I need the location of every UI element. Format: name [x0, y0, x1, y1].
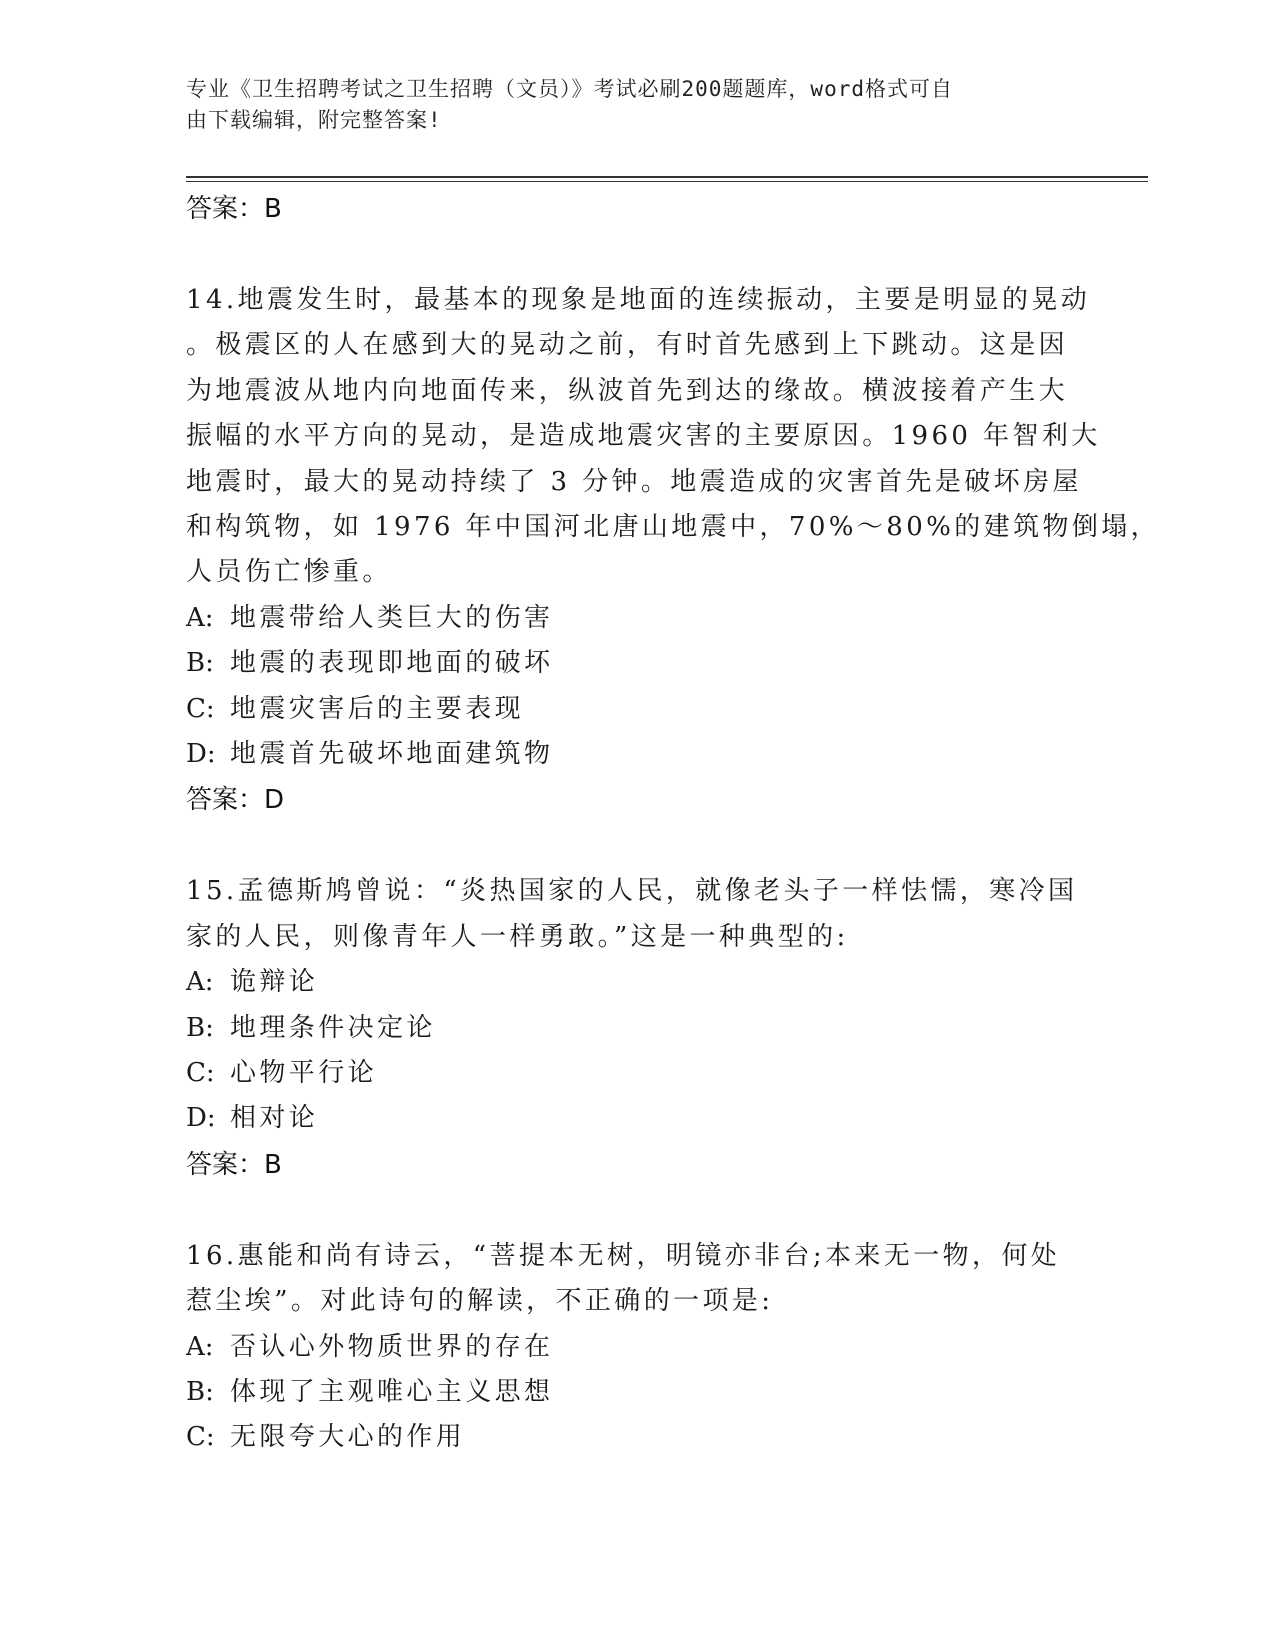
option-key: D: — [186, 1103, 216, 1134]
stem-line: 。极震区的人在感到大的晃动之前，有时首先感到上下跳动。这是因 — [186, 330, 1069, 361]
stem-line: 地震时，最大的晃动持续了 3 分钟。地震造成的灾害首先是破坏房屋 — [186, 466, 1082, 497]
spacer — [186, 823, 1086, 869]
header-rule-thick — [186, 176, 1148, 178]
option-d — [186, 732, 1086, 777]
page-header — [186, 74, 1066, 136]
stem-line: 人员伤亡惨重。 — [186, 557, 392, 588]
option-b — [186, 641, 1086, 686]
option-text: 地震的表现即地面的破坏 — [230, 648, 554, 679]
option-text: 诡辩论 — [230, 967, 319, 998]
option-a — [186, 960, 1086, 1005]
question-16 — [186, 1234, 1086, 1461]
question-15 — [186, 869, 1086, 1187]
stem-line: 振幅的水平方向的晃动，是造成地震灾害的主要原因。1960 年智利大 — [186, 421, 1101, 452]
option-key: A: — [186, 602, 214, 633]
option-text: 地理条件决定论 — [230, 1012, 436, 1043]
document-body — [186, 186, 1161, 1461]
question-14 — [186, 278, 1161, 823]
option-b — [186, 1370, 1086, 1415]
header-line-2: 由下载编辑，附完整答案! — [186, 108, 442, 132]
option-key: C: — [186, 1422, 215, 1453]
spacer — [186, 1188, 1086, 1234]
stem-line: 和构筑物，如 1976 年中国河北唐山地震中，70%～80%的建筑物倒塌， — [186, 512, 1161, 543]
question-stem — [186, 869, 1086, 960]
option-text: 无限夸大心的作用 — [230, 1422, 466, 1453]
option-c — [186, 1415, 1086, 1460]
option-key: C: — [186, 1058, 215, 1088]
option-key: B: — [186, 648, 214, 679]
option-text: 地震带给人类巨大的伤害 — [230, 602, 554, 633]
stem-line: 15.孟德斯鸠曾说：“炎热国家的人民，就像老头子一样怯懦，寒冷国 — [186, 876, 1078, 907]
option-key: A: — [186, 1331, 214, 1362]
header-rule-thin — [186, 181, 1148, 182]
option-text: 相对论 — [230, 1103, 319, 1134]
option-key: C: — [186, 693, 215, 724]
option-key: B: — [186, 1012, 214, 1043]
spacer — [186, 232, 1086, 278]
answer-line: 答案：D — [186, 785, 285, 816]
option-key: A: — [186, 967, 214, 998]
question-stem — [186, 1234, 1086, 1325]
stem-line: 家的人民，则像青年人一样勇敢。”这是一种典型的: — [186, 921, 849, 952]
option-b — [186, 1006, 1086, 1051]
option-c — [186, 687, 1086, 732]
option-c — [186, 1051, 1086, 1096]
option-text: 地震首先破坏地面建筑物 — [230, 739, 554, 770]
option-d — [186, 1096, 1086, 1141]
stem-line: 14.地震发生时，最基本的现象是地面的连续振动，主要是明显的晃动 — [186, 285, 1091, 315]
option-key: B: — [186, 1376, 214, 1407]
option-key: D: — [186, 739, 216, 770]
option-text: 地震灾害后的主要表现 — [230, 693, 525, 724]
stem-line: 为地震波从地内向地面传来，纵波首先到达的缘故。横波接着产生大 — [186, 375, 1069, 406]
stem-line: 惹尘埃”。对此诗句的解读，不正确的一项是: — [186, 1286, 774, 1317]
header-line-1: 专业《卫生招聘考试之卫生招聘（文员）》考试必刷200题题库，word格式可自 — [186, 77, 953, 101]
question-stem — [186, 278, 1161, 596]
option-text: 否认心外物质世界的存在 — [230, 1331, 554, 1362]
previous-answer: 答案：B — [186, 194, 282, 224]
option-text: 心物平行论 — [230, 1058, 378, 1088]
option-text: 体现了主观唯心主义思想 — [230, 1376, 554, 1407]
stem-line: 16.惠能和尚有诗云，“菩提本无树，明镜亦非台;本来无一物，何处 — [186, 1240, 1061, 1271]
option-a — [186, 1325, 1086, 1370]
option-a — [186, 596, 1086, 641]
answer-line: 答案：B — [186, 1149, 282, 1180]
